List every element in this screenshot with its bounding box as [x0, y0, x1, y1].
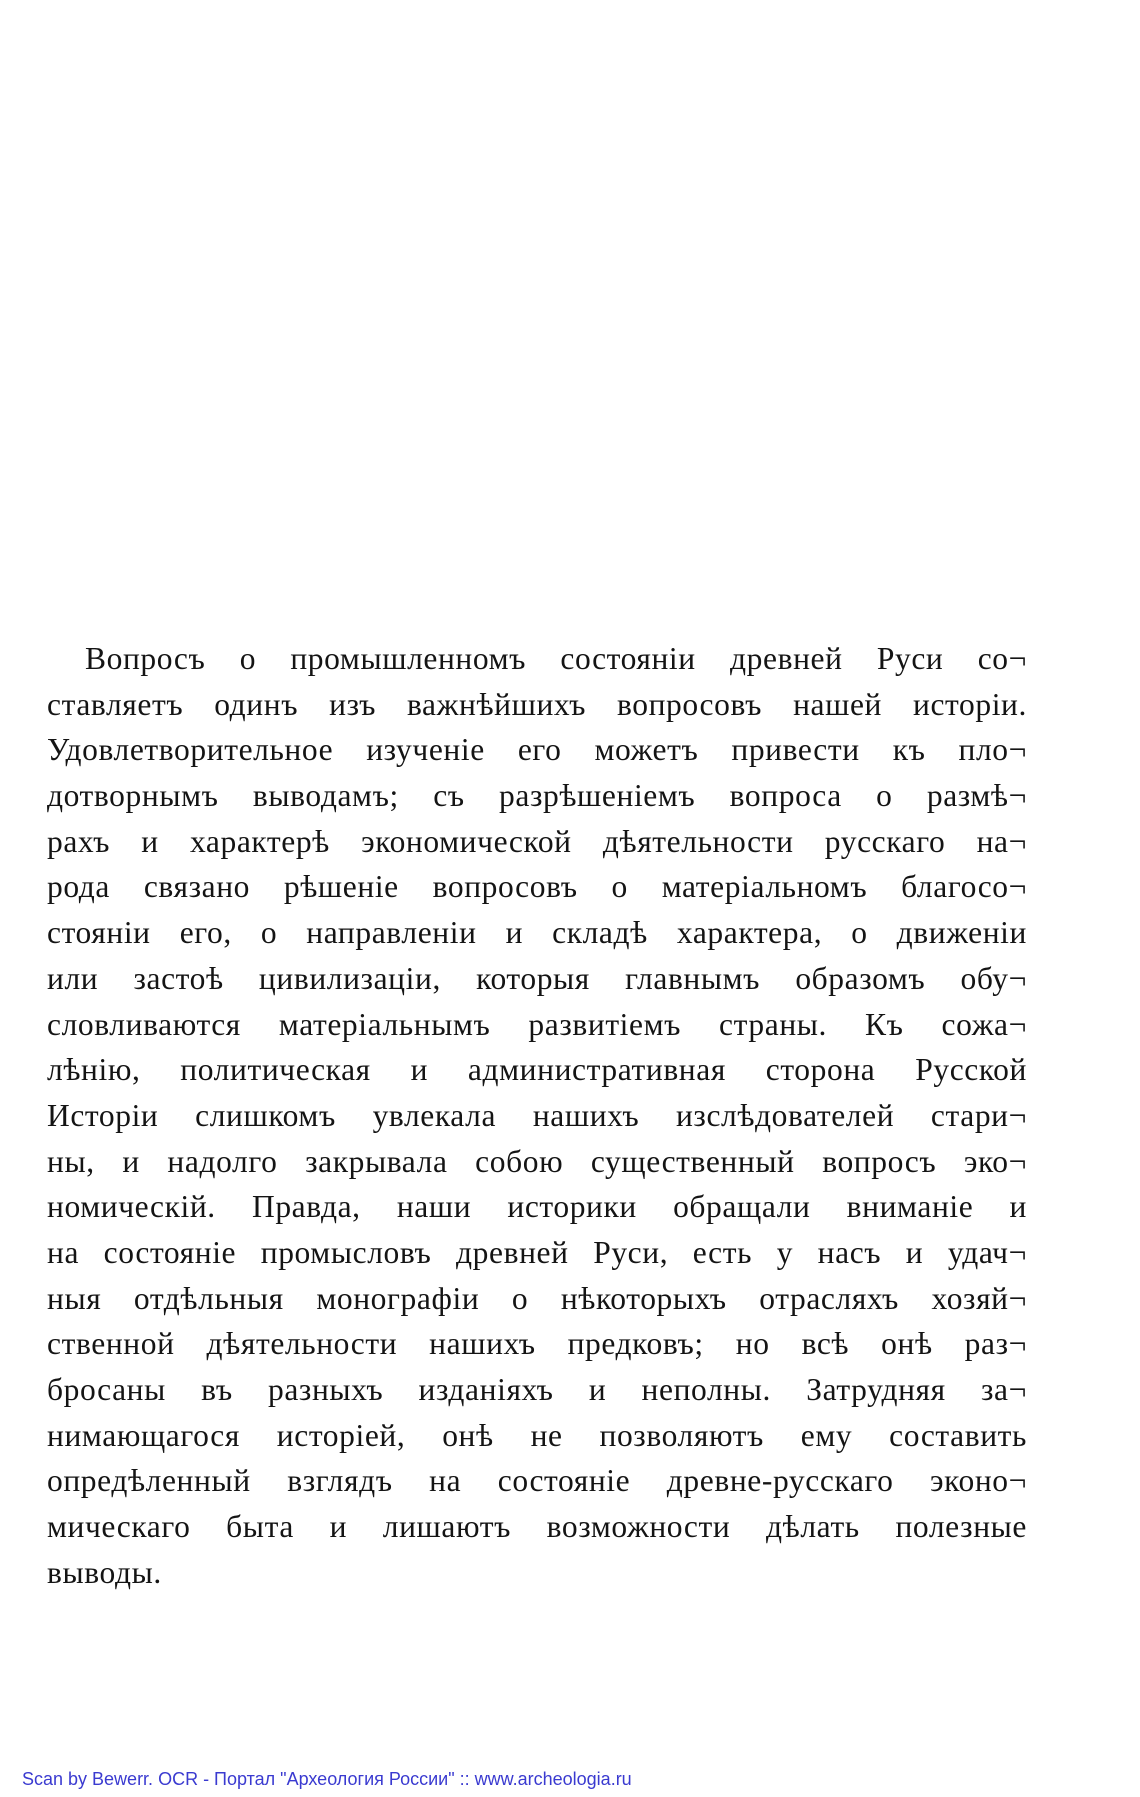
paragraph [47, 636, 1027, 1595]
paragraph-line: бросаны въ разныхъ изданіяхъ и неполны. Затрудняя за¬ [47, 1372, 1027, 1407]
paragraph-line: нимающагося исторіей, онѣ не позволяютъ ему составить [47, 1417, 1027, 1453]
paragraph-line: Исторіи слишкомъ увлекала нашихъ изслѣдователей стари¬ [47, 1097, 1027, 1133]
paragraph-line: опредѣленный взглядъ на состояніе древне-русскаго эконо¬ [47, 1463, 1027, 1499]
paragraph-line: ственной дѣятельности нашихъ предковъ; но всѣ онѣ раз¬ [47, 1326, 1027, 1362]
scan-credit-footer: Scan by Bewerr. OCR - Портал "Археология России" :: www.archeologia.ru [22, 1769, 632, 1789]
paragraph-line: ны, и надолго закрывала собою существенный вопросъ эко¬ [47, 1143, 1027, 1179]
paragraph-line: стояніи его, о направленіи и складѣ характера, о движеніи [47, 915, 1027, 951]
paragraph-line: Удовлетворительное изученіе его можетъ привести къ пло¬ [47, 732, 1027, 768]
paragraph-line: лѣнію, политическая и административная сторона Русской [47, 1052, 1027, 1088]
paragraph-line: на состояніе промысловъ древней Руси, есть у насъ и удач¬ [47, 1234, 1027, 1270]
paragraph-line: выводы. [47, 1554, 162, 1590]
paragraph-line: словливаются матеріальнымъ развитіемъ страны. Къ сожа¬ [47, 1006, 1027, 1042]
paragraph-line: номическій. Правда, наши историки обращали вниманіе и [47, 1189, 1027, 1225]
paragraph-line: ставляетъ одинъ изъ важнѣйшихъ вопросовъ нашей исторіи. [47, 686, 1027, 722]
paragraph-line: или застоѣ цивилизаціи, которыя главнымъ образомъ обу¬ [47, 960, 1027, 996]
paragraph-line: рода связано рѣшеніе вопросовъ о матеріальномъ благосо¬ [47, 869, 1027, 905]
paragraph-line: мическаго быта и лишаютъ возможности дѣлать полезные [47, 1509, 1027, 1545]
paragraph-line: дотворнымъ выводамъ; съ разрѣшеніемъ вопроса о размѣ¬ [47, 778, 1027, 814]
paragraph-line: ныя отдѣльныя монографіи о нѣкоторыхъ отрасляхъ хозяй¬ [47, 1280, 1027, 1316]
paragraph-line: рахъ и характерѣ экономической дѣятельности русскаго на¬ [47, 823, 1027, 859]
paragraph-line: Вопросъ о промышленномъ состояніи древней Руси со¬ [85, 641, 1027, 676]
